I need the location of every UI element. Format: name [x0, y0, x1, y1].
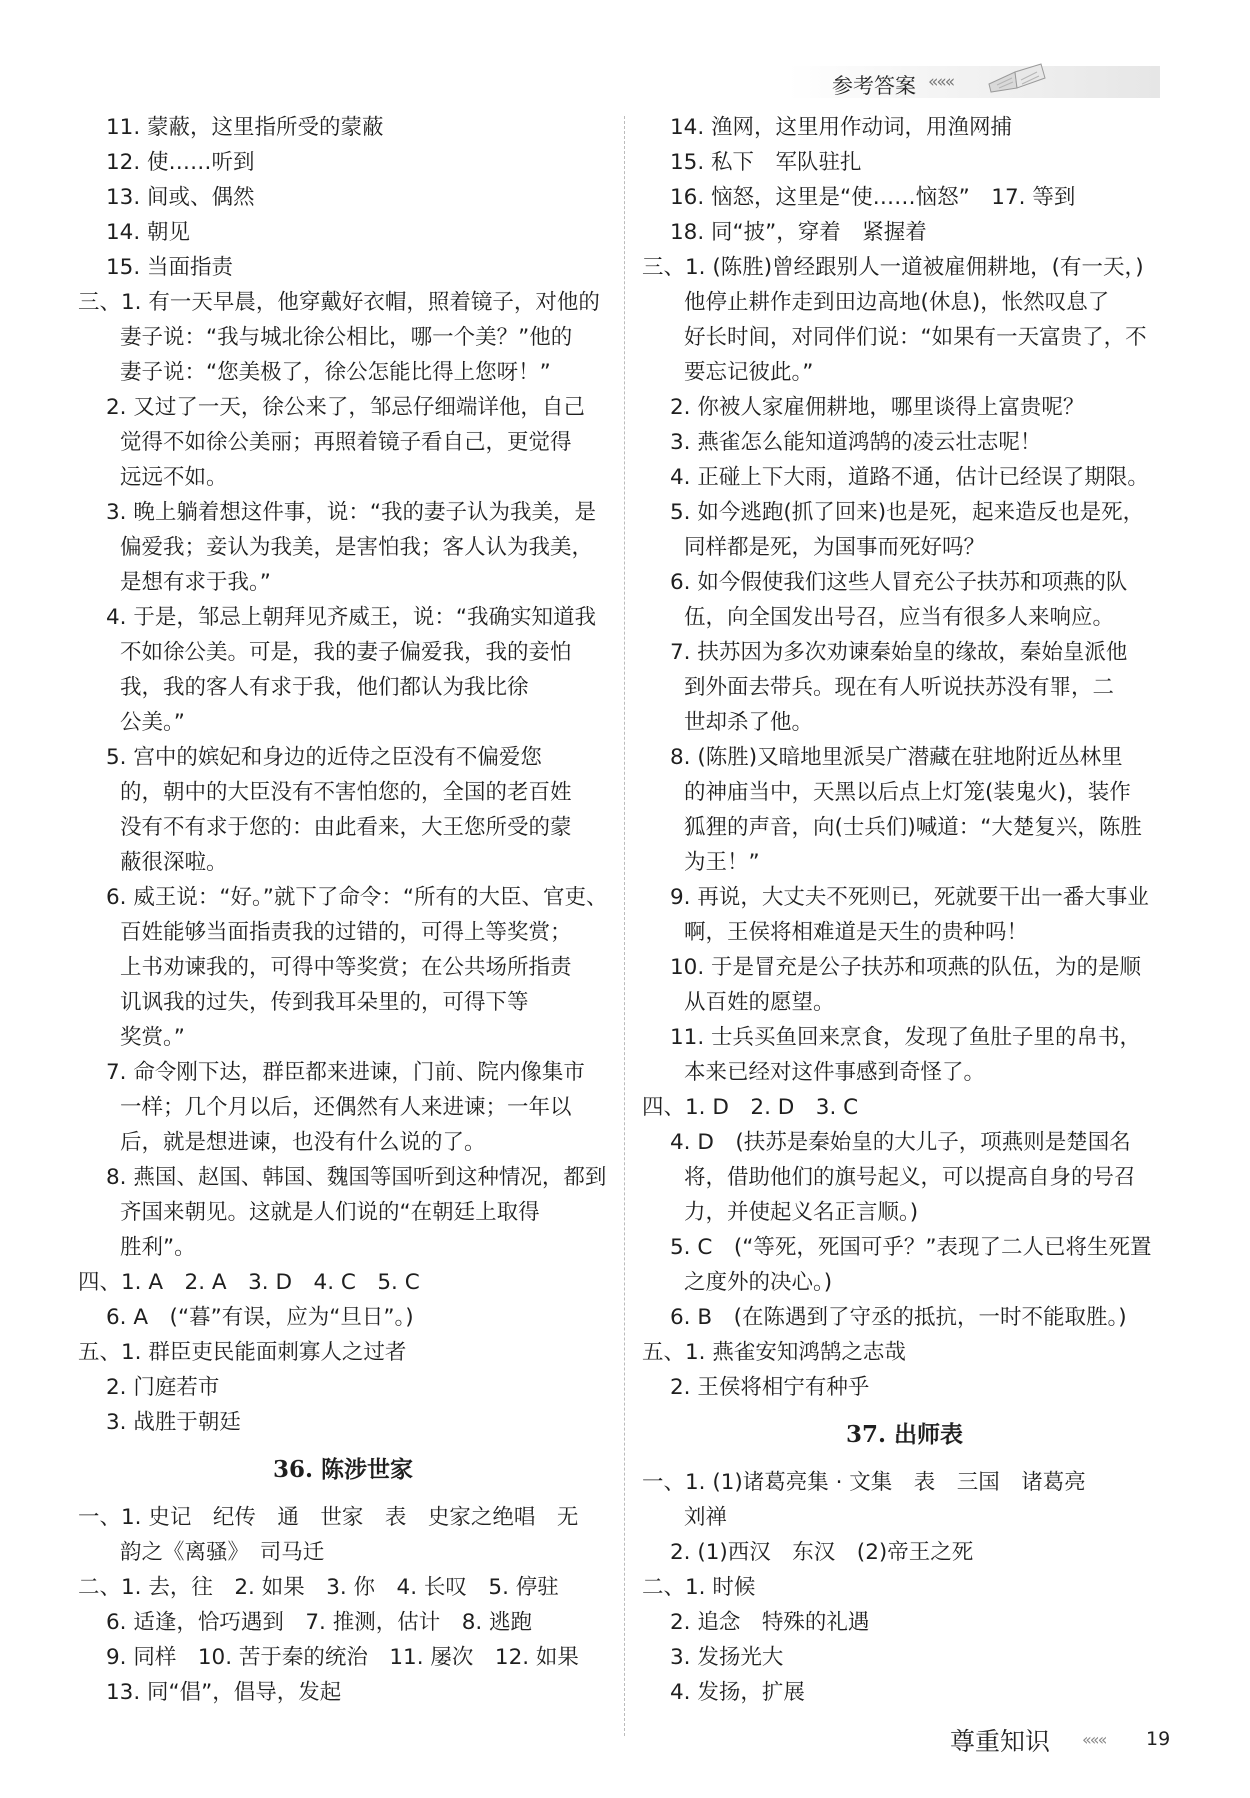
answer-line: 妻子说：“我与城北徐公相比，哪一个美？”他的 [120, 325, 573, 350]
answer-line: 要忘记彼此。” [684, 360, 814, 385]
answer-line: 公美。” [120, 710, 185, 735]
answer-line: 四、1. D 2. D 3. C [642, 1095, 859, 1120]
answer-line: 18. 同“披”，穿着 紧握着 [670, 220, 927, 245]
left-column [78, 110, 608, 1710]
answer-line: 妻子说：“您美极了，徐公怎能比得上您呀！” [120, 360, 551, 385]
answer-line: 三、1. 有一天早晨，他穿戴好衣帽，照着镜子，对他的 [78, 290, 600, 315]
answer-line: 蔽很深啦。 [120, 850, 228, 875]
answer-line: 上书劝谏我的，可得中等奖赏；在公共场所指责 [120, 955, 572, 980]
answer-line: 13. 同“倡”，倡导，发起 [106, 1680, 342, 1705]
answer-line: 9. 同样 10. 苦于秦的统治 11. 屡次 12. 如果 [106, 1645, 579, 1670]
answer-line: 3. 晚上躺着想这件事，说：“我的妻子认为我美，是 [106, 500, 596, 525]
answer-line: 一样；几个月以后，还偶然有人来进谏；一年以 [120, 1095, 572, 1120]
answer-line: 啊，王侯将相难道是天生的贵种吗！ [684, 920, 1029, 945]
open-book-icon [985, 58, 1049, 94]
right-column [642, 110, 1167, 1710]
answer-line: 百姓能够当面指责我的过错的，可得上等奖赏； [120, 920, 572, 945]
footer-arrows-icon: ««« [1082, 1730, 1106, 1749]
answer-line: 16. 恼怒，这里是“使……恼怒” 17. 等到 [670, 185, 1076, 210]
answer-line: 讥讽我的过失，传到我耳朵里的，可得下等 [120, 990, 529, 1015]
answer-line: 胜利”。 [120, 1235, 196, 1260]
answer-line: 2. 王侯将相宁有种乎 [670, 1375, 870, 1400]
answer-line: 二、1. 时候 [642, 1575, 756, 1600]
answer-line: 二、1. 去，往 2. 如果 3. 你 4. 长叹 5. 停驻 [78, 1575, 559, 1600]
answer-line: 之度外的决心。) [684, 1270, 833, 1295]
answer-line: 10. 于是冒充是公子扶苏和项燕的队伍，为的是顺 [670, 955, 1142, 980]
answer-line: 五、1. 燕雀安知鸿鹄之志哉 [642, 1340, 906, 1365]
answer-line: 一、1. 史记 纪传 通 世家 表 史家之绝唱 无 [78, 1505, 579, 1530]
answer-line: 5. 宫中的嫔妃和身边的近侍之臣没有不偏爱您 [106, 745, 542, 770]
answer-line: 的神庙当中，天黑以后点上灯笼(装鬼火)，装作 [684, 780, 1131, 805]
page-number: 19 [1146, 1728, 1171, 1750]
answer-line: 的，朝中的大臣没有不害怕您的，全国的老百姓 [120, 780, 572, 805]
answer-line: 奖赏。” [120, 1025, 185, 1050]
answer-line: 是想有求于我。” [120, 570, 271, 595]
answer-line: 世却杀了他。 [684, 710, 814, 735]
answer-line: 伍，向全国发出号召，应当有很多人来响应。 [684, 605, 1115, 630]
answer-line: 6. A (“暮”有误，应为“旦日”。) [106, 1305, 414, 1330]
answer-line: 一、1. (1)诸葛亮集 · 文集 表 三国 诸葛亮 [642, 1470, 1086, 1495]
answer-line: 韵之《离骚》 司马迁 [120, 1540, 325, 1565]
column-divider [624, 116, 625, 1736]
answer-line: 15. 私下 军队驻扎 [670, 150, 862, 175]
answer-line: 14. 渔网，这里用作动词，用渔网捕 [670, 115, 1013, 140]
answer-line: 偏爱我；妾认为我美，是害怕我；客人认为我美， [120, 535, 594, 560]
answer-line: 3. 战胜于朝廷 [106, 1410, 241, 1435]
section-heading: 37. 出师表 [845, 1421, 964, 1448]
answer-line: 4. 于是，邹忌上朝拜见齐威王，说：“我确实知道我 [106, 605, 596, 630]
answer-line: 齐国来朝见。这就是人们说的“在朝廷上取得 [120, 1200, 540, 1225]
answer-line: 力，并使起义名正言顺。) [684, 1200, 919, 1225]
answer-line: 远远不如。 [120, 465, 228, 490]
answer-line: 后，就是想进谏，也没有什么说的了。 [120, 1130, 486, 1155]
answer-line: 7. 扶苏因为多次劝谏秦始皇的缘故，秦始皇派他 [670, 640, 1128, 665]
answer-line: 3. 燕雀怎么能知道鸿鹄的凌云壮志呢！ [670, 430, 1042, 455]
answer-line: 到外面去带兵。现在有人听说扶苏没有罪，二 [684, 675, 1115, 700]
answer-line: 我，我的客人有求于我，他们都认为我比徐 [120, 675, 529, 700]
answer-line: 8. 燕国、赵国、韩国、魏国等国听到这种情况，都到 [106, 1165, 607, 1190]
answer-line: 11. 蒙蔽，这里指所受的蒙蔽 [106, 115, 384, 140]
answer-line: 2. (1)西汉 东汉 (2)帝王之死 [670, 1540, 974, 1565]
answer-line: 6. B (在陈遇到了守丞的抵抗，一时不能取胜。) [670, 1305, 1127, 1330]
answer-line: 从百姓的愿望。 [684, 990, 835, 1015]
answer-line: 6. 如今假使我们这些人冒充公子扶苏和项燕的队 [670, 570, 1128, 595]
answer-line: 12. 使……听到 [106, 150, 255, 175]
answer-line: 四、1. A 2. A 3. D 4. C 5. C [78, 1270, 420, 1295]
footer-slogan: 尊重知识 [950, 1727, 1051, 1756]
answer-line: 不如徐公美。可是，我的妻子偏爱我，我的妾怕 [120, 640, 572, 665]
answer-line: 9. 再说，大丈夫不死则已，死就要干出一番大事业 [670, 885, 1149, 910]
answer-line: 8. (陈胜)又暗地里派吴广潜藏在驻地附近丛林里 [670, 745, 1123, 770]
answer-line: 15. 当面指责 [106, 255, 234, 280]
header-title: 参考答案 [832, 74, 916, 98]
answer-line: 2. 又过了一天，徐公来了，邹忌仔细端详他，自己 [106, 395, 585, 420]
answer-line: 好长时间，对同伴们说：“如果有一天富贵了，不 [684, 325, 1147, 350]
answer-line: 14. 朝见 [106, 220, 191, 245]
answer-line: 4. 正碰上下大雨，道路不通，估计已经误了期限。 [670, 465, 1149, 490]
answer-line: 7. 命令刚下达，群臣都来进谏，门前、院内像集市 [106, 1060, 585, 1085]
answer-line: 本来已经对这件事感到奇怪了。 [684, 1060, 986, 1085]
answer-line: 6. 威王说：“好。”就下了命令：“所有的大臣、官吏、 [106, 885, 608, 910]
answer-line: 2. 追念 特殊的礼遇 [670, 1610, 870, 1635]
answer-line: 5. C (“等死，死国可乎？”表现了二人已将生死置 [670, 1235, 1152, 1260]
answer-line: 4. D (扶苏是秦始皇的大儿子，项燕则是楚国名 [670, 1130, 1131, 1155]
answer-line: 他停止耕作走到田边高地(休息)，怅然叹息了 [684, 290, 1110, 315]
answer-line: 刘禅 [684, 1505, 728, 1530]
answer-line: 为王！” [684, 850, 760, 875]
answer-line: 三、1. (陈胜)曾经跟别人一道被雇佣耕地，(有一天，) [642, 255, 1144, 280]
answer-line: 5. 如今逃跑(抓了回来)也是死，起来造反也是死， [670, 500, 1145, 525]
header-arrows-icon: ««« [928, 72, 954, 92]
answer-line: 6. 适逢，恰巧遇到 7. 推测，估计 8. 逃跑 [106, 1610, 533, 1635]
answer-line: 2. 你被人家雇佣耕地，哪里谈得上富贵呢？ [670, 395, 1085, 420]
answer-line: 狐狸的声音，向(士兵们)喊道：“大楚复兴，陈胜 [684, 815, 1142, 840]
answer-line: 3. 发扬光大 [670, 1645, 784, 1670]
answer-line: 2. 门庭若市 [106, 1375, 220, 1400]
answer-line: 13. 间或、偶然 [106, 185, 255, 210]
answer-line: 同样都是死，为国事而死好吗？ [684, 535, 986, 560]
answer-line: 五、1. 群臣吏民能面刺寡人之过者 [78, 1340, 407, 1365]
answer-line: 没有不有求于您的：由此看来，大王您所受的蒙 [120, 815, 572, 840]
answer-line: 4. 发扬，扩展 [670, 1680, 805, 1705]
answer-line: 将，借助他们的旗号起义，可以提高自身的号召 [684, 1165, 1136, 1190]
answer-line: 觉得不如徐公美丽；再照着镜子看自己，更觉得 [120, 430, 572, 455]
answer-line: 11. 士兵买鱼回来烹食，发现了鱼肚子里的帛书， [670, 1025, 1142, 1050]
section-heading: 36. 陈涉世家 [272, 1456, 414, 1483]
